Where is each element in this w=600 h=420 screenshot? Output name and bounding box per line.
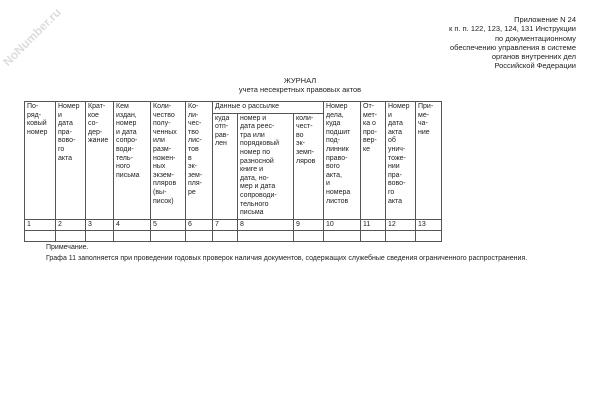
column-number: 5	[151, 219, 186, 231]
document-title	[0, 76, 600, 94]
note-text: Графа 11 заполняется при проведении годовых проверок наличия документов, содержащих служебные сведения ограниченного распространения.	[46, 255, 528, 262]
empty-cell	[294, 231, 324, 242]
header-cell: Кем издан, номер и дата сопро- води- тель- ного письма	[114, 102, 151, 220]
column-number: 1	[25, 219, 56, 231]
column-number: 8	[238, 219, 294, 231]
header-cell: Номер и дата пра- вово- го акта	[56, 102, 86, 220]
header-cell: Ко- ли- чес- тво лис- тов в эк- зем- пля- ре	[186, 102, 213, 220]
empty-cell	[213, 231, 238, 242]
column-number: 13	[416, 219, 442, 231]
empty-cell	[86, 231, 114, 242]
column-number-row	[25, 219, 442, 231]
header-cell: От- мет- ка о про- вер- ке	[361, 102, 386, 220]
empty-cell	[361, 231, 386, 242]
header-row	[25, 102, 442, 114]
empty-cell	[238, 231, 294, 242]
column-number: 12	[386, 219, 416, 231]
header-cell: При- ме- ча- ние	[416, 102, 442, 220]
note-title: Примечание.	[46, 244, 89, 251]
header-cell: По- ряд- ковый номер	[25, 102, 56, 220]
column-number: 4	[114, 219, 151, 231]
column-number: 11	[361, 219, 386, 231]
empty-cell	[56, 231, 86, 242]
header-cell: Коли- чество полу- ченных или разм- ножен- ных экзем- пляров (вы- писок)	[151, 102, 186, 220]
column-number: 10	[324, 219, 361, 231]
appendix-reference: Приложение N 24 к п. п. 122, 123, 124, 131 Инструкции по документационному обеспечению управления в системе органов внутренних дел Российской Федерации	[449, 15, 576, 71]
column-number: 7	[213, 219, 238, 231]
header-cell: Номер дела, куда подшит под- линник право- вого акта, и номера листов	[324, 102, 361, 220]
header-cell: Номер и дата акта об унич- тоже- нии пра- вово- го акта	[386, 102, 416, 220]
empty-cell	[186, 231, 213, 242]
subtitle: учета несекретных правовых актов	[238, 85, 362, 94]
empty-cell	[386, 231, 416, 242]
empty-cell	[151, 231, 186, 242]
column-number: 9	[294, 219, 324, 231]
empty-cell	[25, 231, 56, 242]
header-cell: коли- чест- во эк- земп- ляров	[294, 113, 324, 219]
empty-cell	[324, 231, 361, 242]
column-number: 6	[186, 219, 213, 231]
header-cell: куда отп- рав- лен	[213, 113, 238, 219]
column-number: 3	[86, 219, 114, 231]
header-cell: Крат- кое со- дер- жание	[86, 102, 114, 220]
column-number: 2	[56, 219, 86, 231]
note	[46, 242, 527, 264]
header-group-cell: Данные о рассылке	[213, 102, 324, 114]
title: ЖУРНАЛ	[283, 76, 317, 85]
empty-cell	[114, 231, 151, 242]
header-cell: номер и дата реес- тра или порядковый номер по разносной книге и дата, но- мер и дата сопроводи- тельного письма	[238, 113, 294, 219]
journal-table	[24, 101, 442, 242]
empty-row	[25, 231, 442, 242]
empty-cell	[416, 231, 442, 242]
watermark: NoNumber.ru	[0, 5, 64, 69]
